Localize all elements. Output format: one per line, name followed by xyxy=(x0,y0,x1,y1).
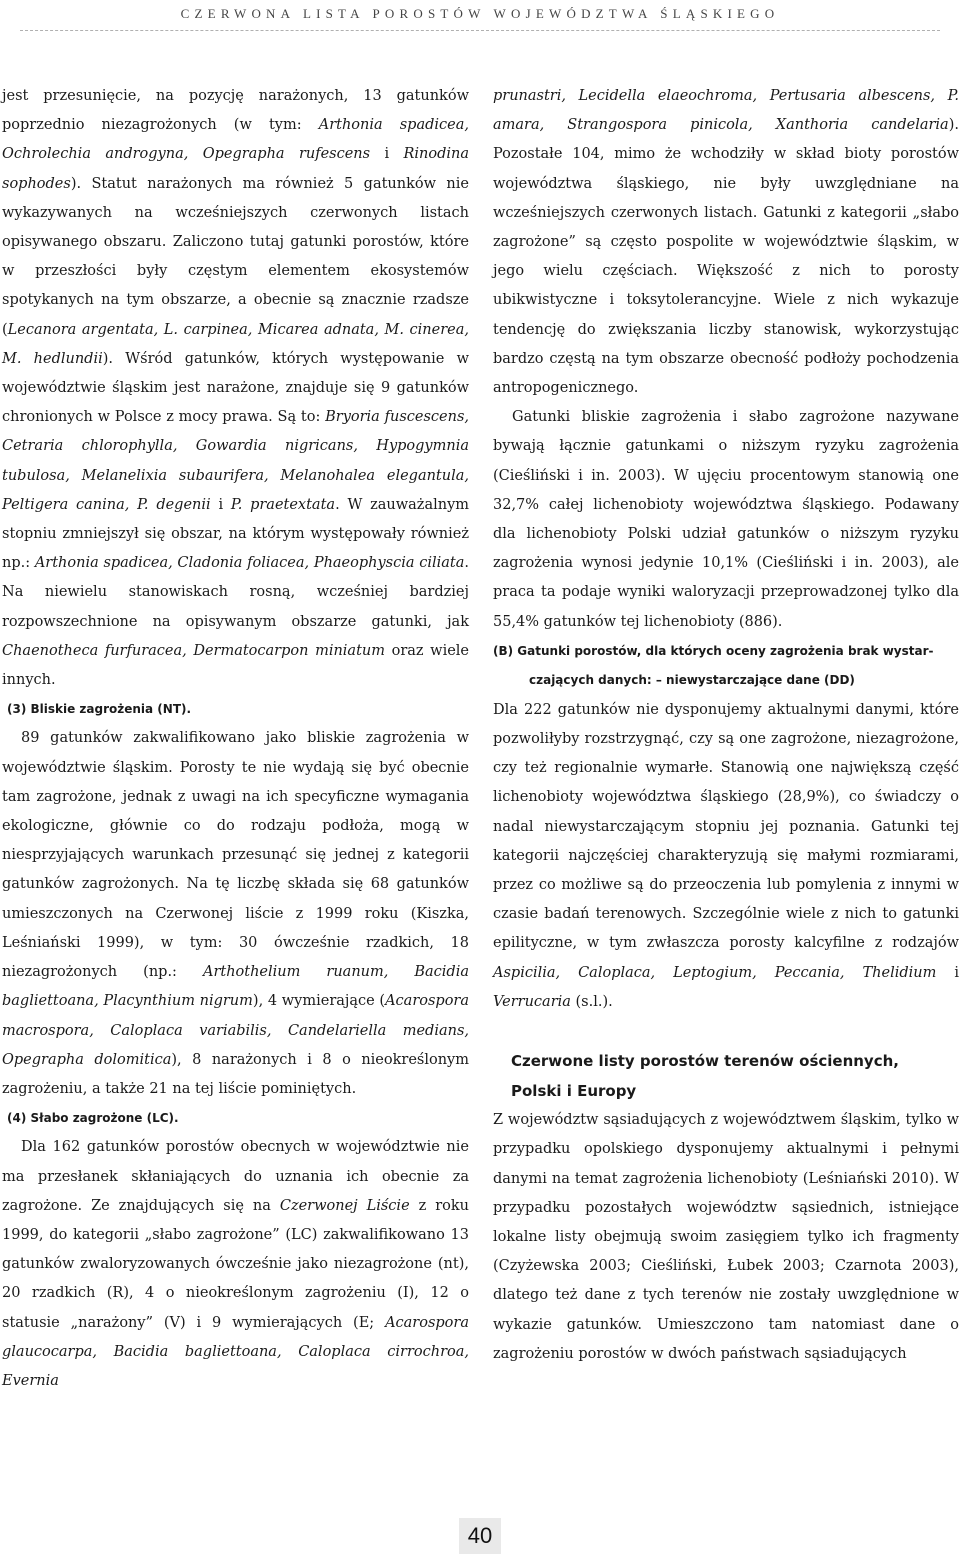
species-names: Acarospora glaucocarpa, Bacidia bagliettoana, Caloplaca cirrochroa, Evernia xyxy=(2,1314,469,1389)
text-run: i xyxy=(210,496,231,513)
document-title: Czerwonej Liście xyxy=(279,1197,410,1214)
subheading-data-deficient xyxy=(493,637,959,696)
text-run: z roku 1999, do kategorii „słabo zagrożone” (LC) zakwalifikowano 13 gatunków zwaloryzowanych ówcześnie jako niezagrożone (nt), 20 rzadkich (R), 4 o nieokreślonym zagrożeniu (I), 12 o statusie „narażony” (V) i 9 wymierających (E; xyxy=(2,1197,469,1331)
subheading-line: (B) Gatunki porostów, dla których oceny zagrożenia brak wystar- xyxy=(493,643,934,658)
subheading-line: czających danych: – niewystarczające dane (DD) xyxy=(529,673,855,688)
text-run: ). Wśród gatunków, których występowanie w województwie śląskim jest narażone, znajduje się 9 gatunków chronionych w Polsce z mocy prawa. Są to: xyxy=(2,350,470,426)
species-names: Aspicilia, Caloplaca, Leptogium, Peccania, Thelidium xyxy=(493,964,937,981)
text-run: jest przesunięcie, na pozycję narażonych, 13 gatunków poprzednio niezagrożonych (w tym: xyxy=(2,88,469,134)
species-names: Bryoria fuscescens, Cetraria chlorophylla, Gowardia nigricans, Hypogymnia tubulosa, Melanelixia subaurifera, Melanohalea elegantula, Peltigera canina, P. degenii xyxy=(2,409,469,513)
text-run: i xyxy=(370,146,404,163)
text-run: i xyxy=(936,964,959,981)
text-run: (s.l.). xyxy=(570,993,613,1010)
species-names: Arthothelium ruanum, Bacidia bagliettoana, Placynthium nigrum xyxy=(2,964,469,1010)
text-run: ), 8 narażonych i 8 o nieokreślonym zagrożeniu, a także 21 na tej liście pominiętych. xyxy=(2,1051,469,1097)
text-run: Dla 162 gatunków porostów obecnych w województwie nie ma przesłanek skłaniających do uznania ich obecnie za zagrożone. Ze znajdujących się na xyxy=(2,1139,469,1214)
left-paragraph-2 xyxy=(2,724,469,1104)
right-paragraph-4: Z województw sąsiadujących z województwem śląskim, tylko w przypadku opolskiego dysponujemy aktualnymi i pełnymi danymi na temat zagrożenia lichenobioty (Leśniański 2010). W przypadku pozostałych województw sąsiednich, istniejące lokalne listy obejmują swoim zasięgiem tylko ich fragmenty (Czyżewska 2003; Cieśliński, Łubek 2003; Czarnota 2003), dlatego też dane z tych terenów nie zostały uwzględnione w wykazie gatunków. Umieszczono tam natomiast dane o zagrożeniu porostów w dwóch państwach sąsiadujących xyxy=(493,1112,959,1362)
page-number: 40 xyxy=(459,1518,501,1554)
right-paragraph-2: Gatunki bliskie zagrożenia i słabo zagrożone nazywane bywają łącznie gatunkami o niższym ryzyku zagrożenia (Cieśliński i in. 2003). W ujęciu procentowym stanowią one 32,7% całej lichenobioty województwa śląskiego. Podawany dla lichenobioty Polski udział gatunków o niższym ryzyku zagrożenia wynosi jedynie 10,1% (Cieśliński i in. 2003), ale praca ta podaje wyniki waloryzacji przeprowadzonej tylko dla 55,4% gatunków tej lichenobioty (886). xyxy=(493,409,959,630)
right-column xyxy=(493,82,959,1369)
species-names: Chaenotheca furfuracea, Dermatocarpon miniatum xyxy=(2,642,385,659)
text-run: ), 4 wymierające ( xyxy=(252,993,386,1010)
species-names: Arthonia spadicea, Ochrolechia androgyna, Opegrapha rufescens xyxy=(2,117,469,163)
subheading-least-concern: (4) Słabo zagrożone (LC). xyxy=(7,1111,179,1126)
left-column xyxy=(2,82,469,1396)
species-names: Acarospora macrospora, Caloplaca variabilis, Candelariella medians, Opegrapha dolomitica xyxy=(2,993,470,1068)
species-names: Rinodina sophodes xyxy=(2,146,469,192)
species-names: Arthonia spadicea, Cladonia foliacea, Phaeophyscia ciliata xyxy=(34,555,465,572)
species-names: prunastri, Lecidella elaeochroma, Pertusaria albescens, P. amara, Strangospora pinicola, Xanthoria candelaria xyxy=(493,88,959,134)
text-run: ). Pozostałe 104, mimo że wchodziły w skład bioty porostów województwa śląskiego, nie były uwzględniane na wcześniejszych czerwonych listach. Gatunki z kategorii „słabo zagrożone” są często pospolite w województwie śląskim, w jego wielu częściach. Większość z nich to porosty ubikwistyczne i toksytolerancyjne. Wiele z nich wykazuje tendencję do zwiększania liczby stanowisk, wykorzystując bardzo częstą na tym obszarze obecność podłoży pochodzenia antropogenicznego. xyxy=(493,117,959,397)
section-heading-line: Polski i Europy xyxy=(511,1081,637,1100)
species-names: P. praetextata xyxy=(230,496,336,513)
running-head: CZERWONA LISTA POROSTÓW WOJEWÓDZTWA ŚLĄSKIEGO xyxy=(180,6,780,21)
species-names: Lecanora argentata, L. carpinea, Micarea adnata, M. cinerea, M. hedlundii xyxy=(2,321,469,367)
header-divider xyxy=(20,30,940,31)
section-heading xyxy=(493,1047,959,1106)
species-names: Verrucaria xyxy=(493,993,571,1010)
section-heading-line: Czerwone listy porostów terenów ościennych, xyxy=(511,1052,899,1071)
text-run: oraz wiele innych. xyxy=(2,642,470,689)
subheading-near-threatened: (3) Bliskie zagrożenia (NT). xyxy=(7,702,192,717)
right-paragraph-1 xyxy=(493,82,959,403)
text-run: . W zauważalnym stopniu zmniejszył się obszar, na którym występowały również np.: xyxy=(2,496,470,572)
text-run: . Na niewielu stanowiskach rosną, wcześniej bardziej rozpowszechnione na opisywanym obszarze gatunki, jak xyxy=(2,555,469,630)
right-paragraph-3 xyxy=(493,696,959,1017)
left-paragraph-1 xyxy=(2,82,469,695)
text-run: 89 gatunków zakwalifikowano jako bliskie zagrożenia w województwie śląskim. Porosty te nie wydają się być obecnie tam zagrożone, jednak z uwagi na ich specyficzne wymagania ekologiczne, głównie co do rodzaju podłoża, mogą w niesprzyjających warunkach przesunąć się jednej z kategorii gatunków zagrożonych. Na tę liczbę składa się 68 gatunków umieszczonych na Czerwonej liście z 1999 roku (Kiszka, Leśniański 1999), w tym: 30 ówcześnie rzadkich, 18 niezagrożonych (np.: xyxy=(2,730,469,981)
left-paragraph-3 xyxy=(2,1133,469,1396)
text-run: Dla 222 gatunków nie dysponujemy aktualnymi danymi, które pozwoliłyby rozstrzygnąć, czy są one zagrożone, niezagrożone, czy też regionalnie wymarłe. Stanowią one największą część lichenobioty województwa śląskiego (28,9%), co świadczy o nadal niewystarczającym stopniu jej poznania. Gatunki tej kategorii najczęściej charakteryzują się małymi rozmiarami, przez co możliwe są do przeoczenia lub pomylenia z innymi w czasie badań terenowych. Szczególnie wiele z nich to gatunki epilityczne, w tym zwłaszcza porosty kalcyfilne z rodzajów xyxy=(493,701,959,952)
text-run: ). Statut narażonych ma również 5 gatunków nie wykazywanych na wcześniejszych czerwonych listach opisywanego obszaru. Zaliczono tutaj gatunki porostów, które w przeszłości były częstym elementem ekosystemów spotykanych na tym obszarze, a obecnie są znacznie rzadsze ( xyxy=(2,175,469,338)
